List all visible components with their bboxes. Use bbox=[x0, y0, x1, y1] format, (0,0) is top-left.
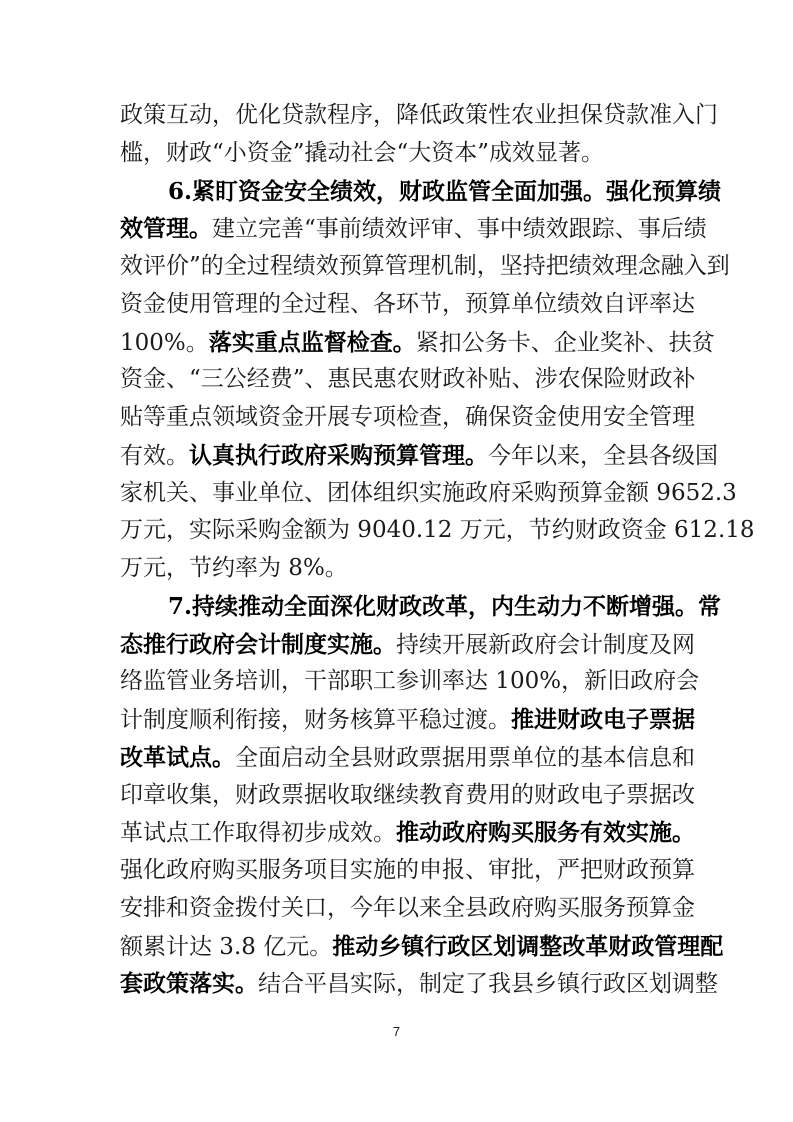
body-text: 计制度顺利衔接，财务核算平稳过渡。 bbox=[120, 707, 511, 733]
text-line bbox=[120, 814, 695, 852]
bold-heading-text: 推进财政电子票据 bbox=[511, 706, 695, 733]
body-text: 络监管业务培训，干部职工参训率达 100%，新旧政府会 bbox=[120, 668, 700, 695]
body-text: 有效。 bbox=[120, 442, 189, 469]
body-text: 今年以来，全县各级国 bbox=[488, 442, 718, 469]
body-text: 紧扣公务卡、企业奖补、扶贫 bbox=[415, 329, 715, 356]
body-text: 额累计达 3.8 亿元。 bbox=[120, 933, 333, 960]
text-line bbox=[120, 663, 700, 701]
body-text: 家机关、事业单位、团体组织实施政府采购预算金额 9652.3 bbox=[120, 479, 737, 506]
body-text: 持续开展新政府会计制度及网 bbox=[396, 631, 695, 658]
text-line bbox=[120, 890, 695, 928]
bold-heading-text: 改革试点。 bbox=[120, 743, 235, 771]
body-text: 资金使用管理的全过程、各环节，预算单位绩效自评率达 bbox=[120, 290, 695, 317]
text-line bbox=[120, 928, 724, 966]
body-text: 资金、“三公经费”、惠民惠农财政补贴、涉农保险财政补 bbox=[120, 366, 696, 393]
bold-heading-text: 6.紧盯资金安全绩效，财政监管全面加强。强化预算绩 bbox=[168, 177, 722, 205]
bold-heading-text: 落实重点监督检查。 bbox=[208, 328, 416, 356]
text-line bbox=[120, 852, 695, 890]
body-text: 强化政府购买服务项目实施的申报、审批，严把财政预算 bbox=[120, 857, 695, 883]
text-line bbox=[120, 361, 696, 399]
body-text: 全面启动全县财政票据用票单位的基本信息和 bbox=[235, 744, 695, 771]
text-line bbox=[120, 550, 680, 588]
bold-heading-text: 推动政府购买服务有效实施。 bbox=[396, 819, 695, 847]
body-text: 结合平昌实际，制定了我县乡镇行政区划调整 bbox=[258, 971, 718, 998]
document-body bbox=[120, 97, 755, 1003]
bold-heading-text: 7.持续推动全面深化财政改革，内生动力不断增强。常 bbox=[168, 592, 722, 620]
text-line bbox=[120, 777, 695, 815]
text-line bbox=[120, 588, 722, 626]
body-text: 政策互动，优化贷款程序，降低政策性农业担保贷款准入门 bbox=[120, 102, 718, 128]
body-text: 贴等重点领域资金开展专项检查，确保资金使用安全管理 bbox=[120, 404, 695, 430]
bold-heading-text: 认真执行政府采购预算管理。 bbox=[189, 441, 488, 469]
text-line bbox=[120, 626, 695, 664]
text-line bbox=[120, 701, 695, 739]
bold-heading-text: 态推行政府会计制度实施。 bbox=[120, 630, 396, 658]
text-line bbox=[120, 210, 707, 248]
body-text: 万元，实际采购金额为 9040.12 万元，节约财政资金 612.18 bbox=[120, 517, 755, 544]
body-text: 印章收集，财政票据收取继续教育费用的财政电子票据改 bbox=[120, 781, 695, 808]
text-line bbox=[120, 739, 695, 777]
body-text: 建立完善“事前绩效评审、事中绩效跟踪、事后绩 bbox=[212, 216, 707, 243]
text-line bbox=[120, 475, 737, 513]
text-line bbox=[120, 399, 695, 437]
bold-heading-text: 套政策落实。 bbox=[120, 970, 258, 998]
page-number: 7 bbox=[392, 1024, 401, 1039]
body-text: 万元，节约率为 8%。 bbox=[120, 555, 348, 581]
text-line bbox=[120, 324, 715, 362]
text-line bbox=[120, 173, 722, 211]
text-line bbox=[120, 965, 718, 1003]
text-line bbox=[120, 135, 680, 173]
text-line bbox=[120, 512, 755, 550]
body-text: 安排和资金拨付关口，今年以来全县政府购买服务预算金 bbox=[120, 894, 695, 921]
body-text: 效评价”的全过程绩效预算管理机制，坚持把绩效理念融入到 bbox=[120, 253, 730, 279]
bold-heading-text: 效管理。 bbox=[120, 215, 212, 243]
bold-heading-text: 推动乡镇行政区划调整改革财政管理配 bbox=[332, 932, 724, 960]
text-line bbox=[120, 437, 718, 475]
body-text: 革试点工作取得初步成效。 bbox=[120, 820, 396, 847]
text-line bbox=[120, 248, 730, 286]
body-text: 槛，财政“小资金”撬动社会“大资本”成效显著。 bbox=[120, 139, 605, 166]
text-line bbox=[120, 97, 718, 135]
text-line bbox=[120, 286, 695, 324]
body-text: 100%。 bbox=[120, 329, 209, 356]
